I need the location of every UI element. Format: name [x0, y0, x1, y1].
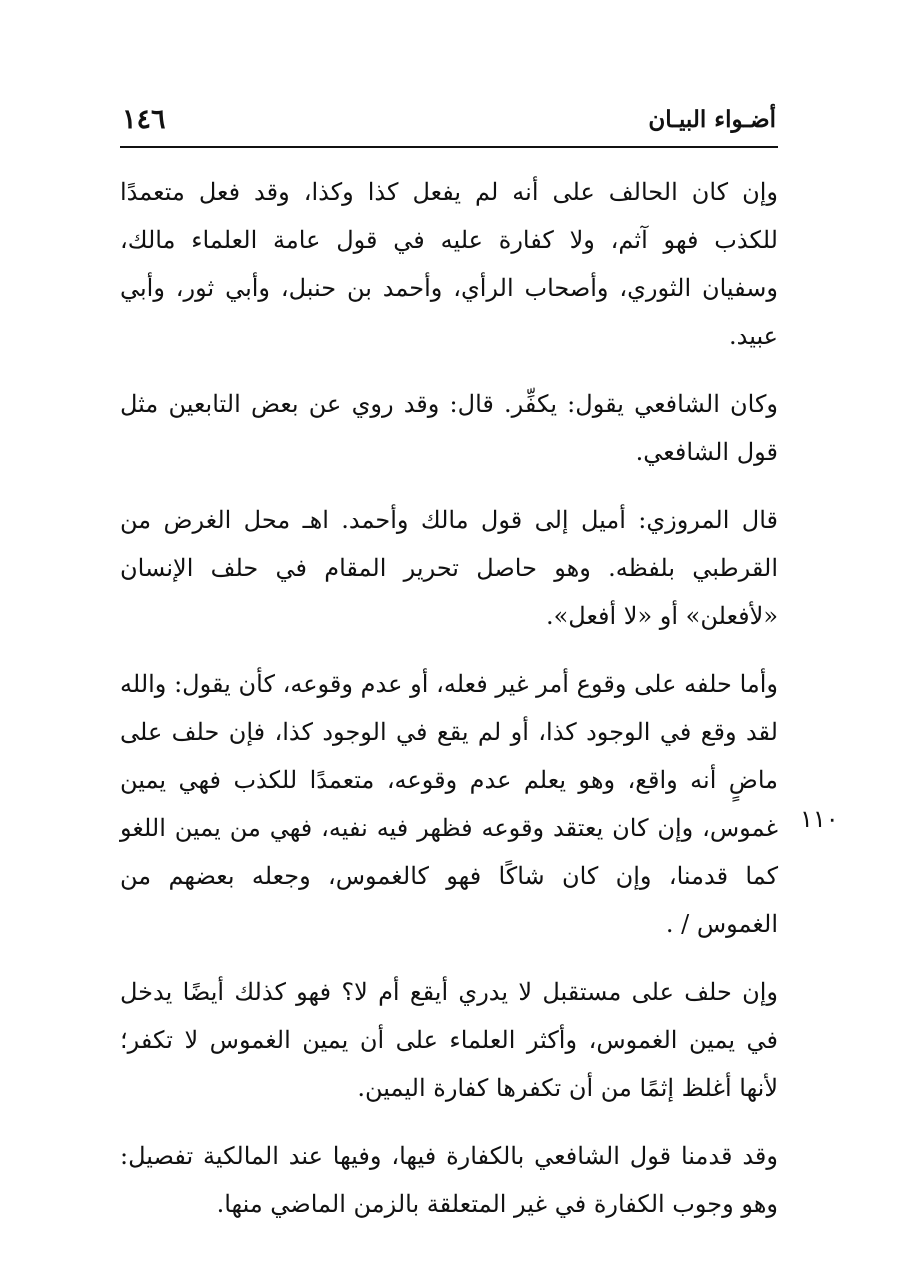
- paragraph-6: وقد قدمنا قول الشافعي بالكفارة فيها، وفيها عند المالكية تفصيل: وهو وجوب الكفارة في غير المتعلقة بالزمن الماضي منها.: [120, 1142, 778, 1218]
- paragraph-5: وإن حلف على مستقبل لا يدري أيقع أم لا؟ فهو كذلك أيضًا يدخل في يمين الغموس، وأكثر العلماء على أن يمين الغموس لا تكفر؛ لأنها أغلظ إثمًا من أن تكفرها كفارة اليمين.: [120, 978, 778, 1102]
- paragraph-3: قال المروزي: أميل إلى قول مالك وأحمد. اهـ محل الغرض من القرطبي بلفظه. وهو حاصل تحرير المقام في حلف الإنسان «لأفعلن» أو «لا أفعل».: [120, 506, 778, 630]
- page-header: [120, 104, 778, 148]
- margin-page-marker: ١١٠: [800, 805, 839, 833]
- paragraph-4: وأما حلفه على وقوع أمر غير فعله، أو عدم وقوعه، كأن يقول: والله لقد وقع في الوجود كذا، أو لم يقع في الوجود كذا، فإن حلف على ماضٍ أنه واقع، وهو يعلم عدم وقوعه، متعمدًا للكذب فهي يمين غموس، وإن كان يعتقد وقوعه فظهر فيه نفيه، فهي من يمين اللغو كما قدمنا، وإن كان شاكًا فهو كالغموس، وجعله بعضهم من الغموس / .: [120, 670, 778, 938]
- paragraph-1: وإن كان الحالف على أنه لم يفعل كذا وكذا، وقد فعل متعمدًا للكذب فهو آثم، ولا كفارة عليه في قول عامة العلماء مالك، وسفيان الثوري، وأصحاب الرأي، وأحمد بن حنبل، وأبي ثور، وأبي عبيد.: [120, 178, 778, 350]
- body-text: [120, 168, 778, 1248]
- book-title: أضـواء البيـان: [648, 106, 776, 133]
- page-number: ١٤٦: [122, 104, 166, 135]
- paragraph-2: وكان الشافعي يقول: يكفِّر. قال: وقد روي عن بعض التابعين مثل قول الشافعي.: [120, 390, 778, 466]
